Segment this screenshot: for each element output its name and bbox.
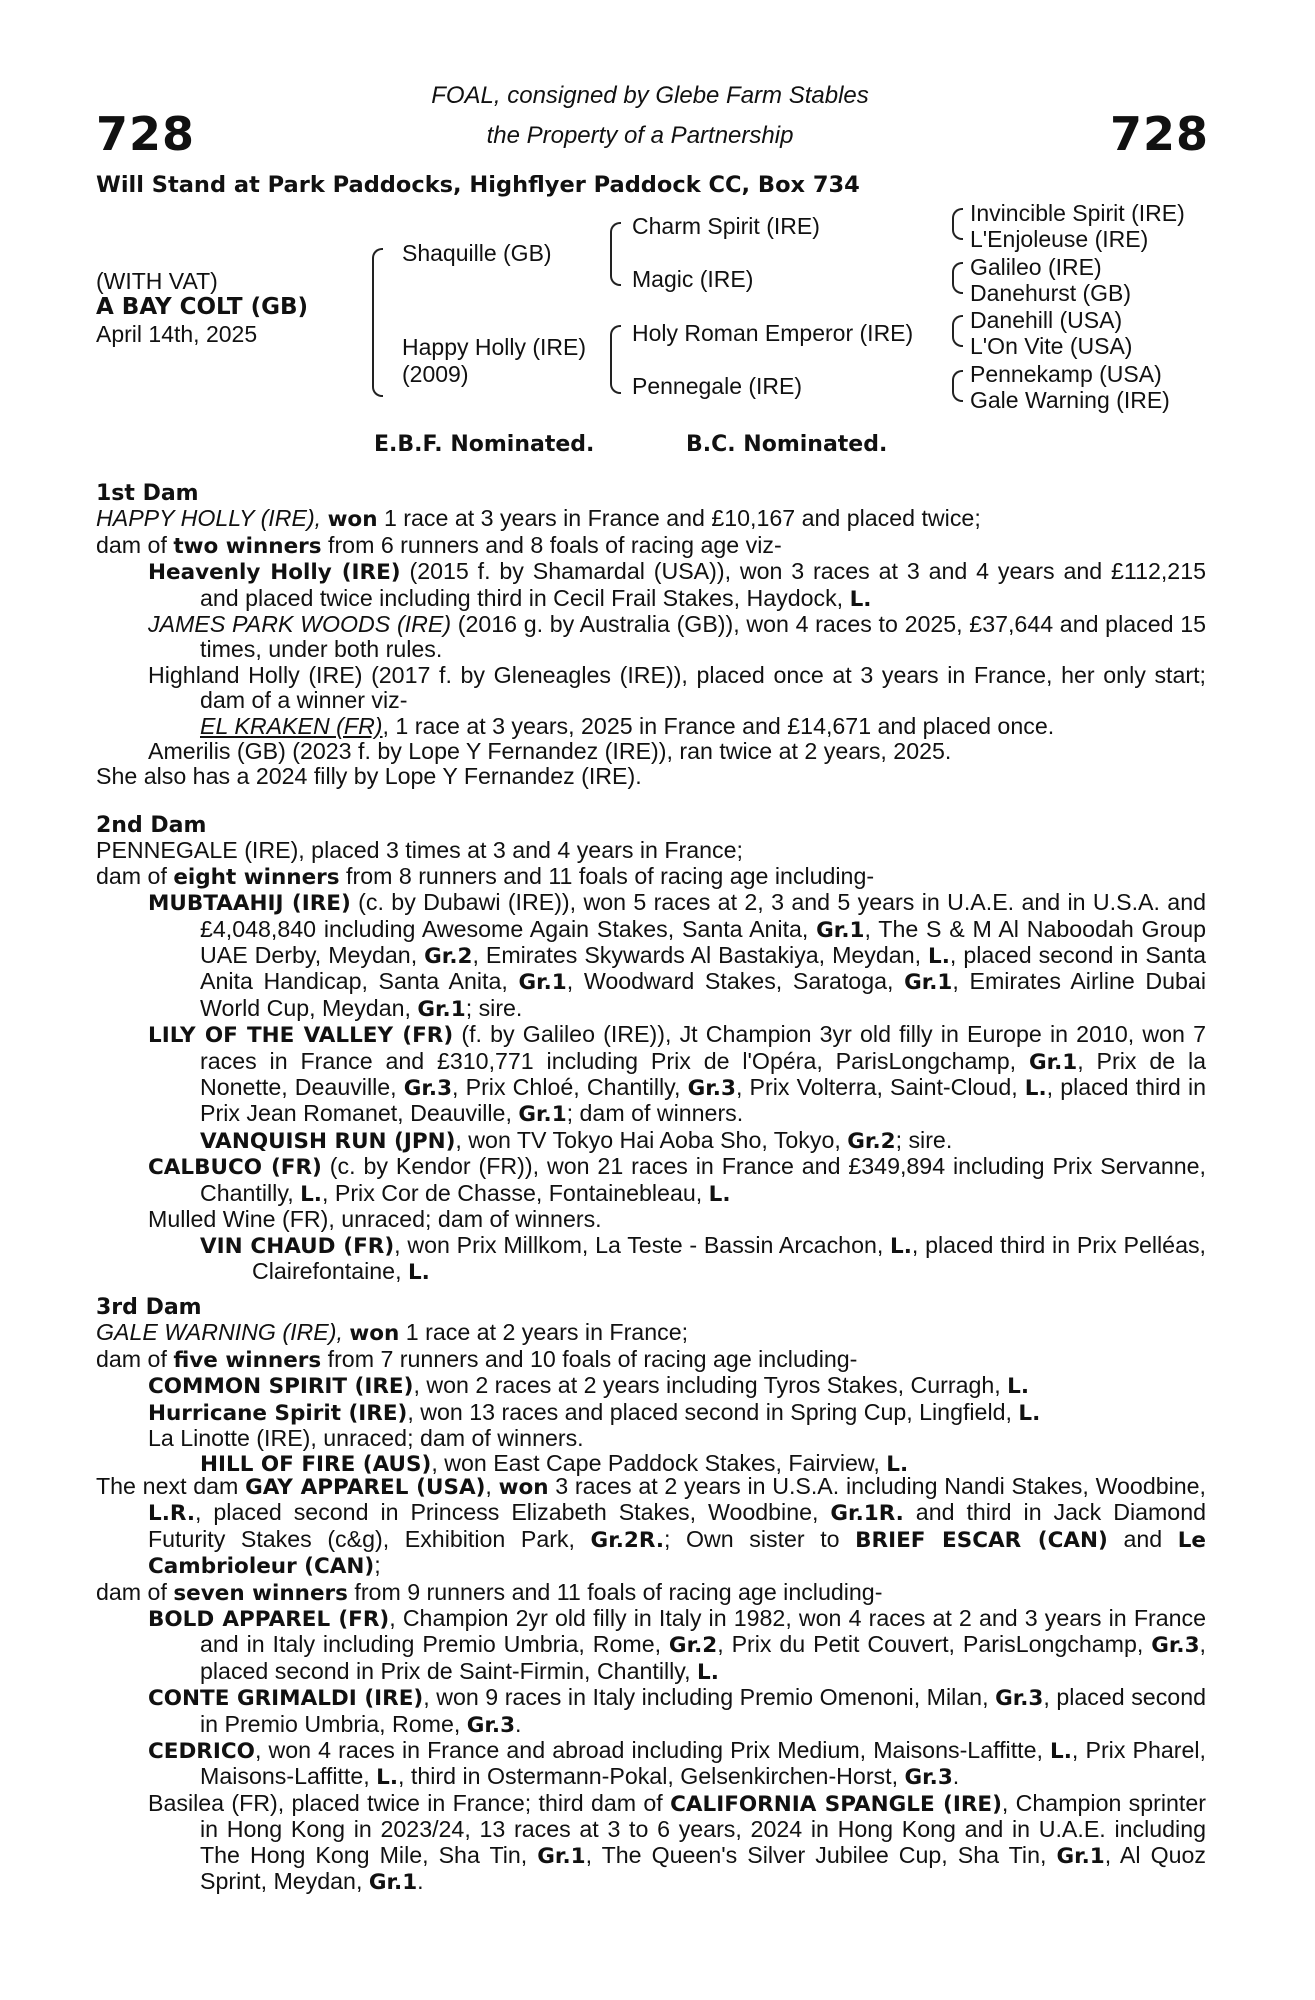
pedigree-sdd: Danehurst (GB) — [970, 280, 1132, 306]
produce-hurricane-spirit: Hurricane Spirit (IRE), won 13 races and placed second in Spring Cup, Lingfield, L. — [148, 1398, 1041, 1426]
pedigree-sire-dam: Magic (IRE) — [632, 266, 754, 292]
pedigree-dam-sire: Holy Roman Emperor (IRE) — [632, 320, 914, 346]
first-dam-section — [96, 480, 1206, 790]
pedigree-sire-sire: Charm Spirit (IRE) — [632, 213, 820, 239]
pedigree-sire: Shaquille (GB) — [402, 240, 552, 266]
pedigree-brace-sire — [610, 222, 621, 286]
next-dam-section — [96, 1474, 1206, 1896]
pedigree-brace-dam — [610, 325, 621, 394]
pedigree-dam-dam: Pennegale (IRE) — [632, 373, 803, 399]
produce-bold-apparel: BOLD APPAREL (FR), Champion 2yr old filly in Italy in 1982, won 4 races at 2 and 3 years in France and in Italy including Premio Umbria, Rome, Gr.2, Prix du Petit Couvert, ParisLongchamp, Gr.3, placed second in Prix de Saint-Firmin, Chantilly, L. — [148, 1605, 1206, 1685]
second-dam-line1: PENNEGALE (IRE), placed 3 times at 3 and 4 years in France; — [96, 837, 743, 864]
pedigree-dds: Pennekamp (USA) — [970, 361, 1162, 387]
produce-lily-of-the-valley: LILY OF THE VALLEY (FR) (f. by Galileo (IRE)), Jt Champion 3yr old filly in Europe in 2010, won 7 races in France and £310,771 including Prix de l'Opéra, ParisLongchamp, Gr.1, Prix de la Nonette, Deauville, Gr.3, Prix Chloé, Chantilly, Gr.3, Prix Volterra, Saint-Cloud, L., placed third in Prix Jean Romanet, Deauville, Gr.1; dam of winners. — [148, 1021, 1206, 1128]
owner-line: the Property of a Partnership — [486, 122, 794, 149]
next-dam-line2: dam of seven winners from 9 runners and 11 foals of racing age including- — [96, 1578, 883, 1606]
produce-mubtaahij: MUBTAAHIJ (IRE) (c. by Dubawi (IRE)), won 5 races at 2, 3 and 5 years in U.A.E. and in U.S.A. and £4,048,840 including Awesome Again Stakes, Santa Anita, Gr.1, The S & M Al Naboodah Group UAE Derby, Meydan, Gr.2, Emirates Skywards Al Bastakiya, Meydan, L., placed second in Santa Anita Handicap, Santa Anita, Gr.1, Woodward Stakes, Saratoga, Gr.1, Emirates Airline Dubai World Cup, Meydan, Gr.1; sire. — [148, 889, 1207, 1022]
third-dam-line2: dam of five winners from 7 runners and 10 foals of racing age including- — [96, 1345, 858, 1373]
produce-mulled-wine: Mulled Wine (FR), unraced; dam of winners. — [148, 1206, 602, 1233]
third-dam-line1: GALE WARNING (IRE), won 1 race at 2 years in France; — [96, 1319, 689, 1347]
produce-la-linotte: La Linotte (IRE), unraced; dam of winners. — [148, 1425, 584, 1452]
produce-vin-chaud: VIN CHAUD (FR), won Prix Millkom, La Teste - Bassin Arcachon, L., placed third in Prix Pelléas, Clairefontaine, L. — [200, 1231, 1207, 1285]
pedigree-brace-dd — [952, 370, 963, 402]
produce-basilea: Basilea (FR), placed twice in France; third dam of CALIFORNIA SPANGLE (IRE), Champion sprinter in Hong Kong in 2023/24, 13 races at 3 to 6 years, 2024 in Hong Kong and in U.A.E. including The Hong Kong Mile, Sha Tin, Gr.1, The Queen's Silver Jubilee Cup, Sha Tin, Gr.1, Al Quoz Sprint, Meydan, Gr.1. — [148, 1789, 1206, 1896]
produce-common-spirit: COMMON SPIRIT (IRE), won 2 races at 2 years including Tyros Stakes, Curragh, L. — [148, 1372, 1030, 1400]
lot-number-left: 728 — [96, 107, 196, 161]
pedigree-dsd: L'On Vite (USA) — [970, 333, 1133, 359]
produce-amerilis: Amerilis (GB) (2023 f. by Lope Y Fernandez (IRE)), ran twice at 2 years, 2025. — [148, 738, 952, 765]
second-dam-section — [96, 812, 1206, 1285]
produce-james-park-woods: JAMES PARK WOODS (IRE) (2016 g. by Australia (GB)), won 4 races to 2025, £37,644 and placed 15 times, under both rules. — [148, 611, 1206, 663]
third-dam-heading: 3rd Dam — [96, 1295, 202, 1320]
pedigree-brace-sd — [952, 262, 963, 294]
produce-heavenly-holly: Heavenly Holly (IRE) (2015 f. by Shamardal (USA)), won 3 races at 3 and 4 years and £112,215 and placed twice including third in Cecil Frail Stakes, Haydock, L. — [148, 558, 1206, 612]
next-dam-paragraph: The next dam GAY APPAREL (USA), won 3 races at 2 years in U.S.A. including Nandi Stakes, Woodbine, L.R., placed second in Princess Elizabeth Stakes, Woodbine, Gr.1R. and third in Jack Diamond Futurity Stakes (c&g), Exhibition Park, Gr.2R.; Own sister to BRIEF ESCAR (CAN) and Le Cambrioleur (CAN); — [96, 1473, 1207, 1580]
produce-cedrico: CEDRICO, won 4 races in France and abroad including Prix Medium, Maisons-Laffitte, L., Prix Pharel, Maisons-Laffitte, L., third in Ostermann-Pokal, Gelsenkirchen-Horst, Gr.3. — [148, 1737, 1206, 1791]
pedigree-dss: Danehill (USA) — [970, 307, 1123, 333]
consignor-line: FOAL, consigned by Glebe Farm Stables — [431, 82, 869, 109]
first-dam-heading: 1st Dam — [96, 481, 199, 506]
third-dam-section — [96, 1294, 1206, 1478]
produce-hill-of-fire: HILL OF FIRE (AUS), won East Cape Paddock Stakes, Fairview, L. — [200, 1450, 909, 1478]
produce-calbuco: CALBUCO (FR) (c. by Kendor (FR)), won 21 races in France and £349,894 including Prix Servanne, Chantilly, L., Prix Cor de Chasse, Fontainebleau, L. — [148, 1153, 1206, 1207]
pedigree-brace-main — [372, 248, 383, 397]
pedigree-ddd: Gale Warning (IRE) — [970, 387, 1170, 413]
pedigree-dam-year: (2009) — [402, 361, 469, 387]
produce-el-kraken: EL KRAKEN (FR), 1 race at 3 years, 2025 in France and £14,671 and placed once. — [200, 712, 1055, 739]
first-dam-line1: HAPPY HOLLY (IRE), won 1 race at 3 years in France and £10,167 and placed twice; — [96, 505, 981, 533]
produce-2024-filly: She also has a 2024 filly by Lope Y Fernandez (IRE). — [96, 763, 642, 790]
second-dam-line2: dam of eight winners from 8 runners and 11 foals of racing age including- — [96, 862, 875, 890]
produce-conte-grimaldi: CONTE GRIMALDI (IRE), won 9 races in Italy including Premio Omenoni, Milan, Gr.3, placed second in Premio Umbria, Rome, Gr.3. — [148, 1684, 1206, 1738]
pedigree-brace-ss — [952, 208, 963, 240]
pedigree-brace-ds — [952, 315, 963, 347]
pedigree-sss: Invincible Spirit (IRE) — [970, 200, 1185, 226]
produce-vanquish-run: VANQUISH RUN (JPN), won TV Tokyo Hai Aoba Sho, Tokyo, Gr.2; sire. — [200, 1126, 953, 1154]
pedigree-sds: Galileo (IRE) — [970, 254, 1102, 280]
foaling-date: April 14th, 2025 — [96, 321, 258, 347]
pedigree-dam: Happy Holly (IRE) — [402, 334, 587, 360]
horse-name: A BAY COLT (GB) — [96, 294, 309, 320]
pedigree-ssd: L'Enjoleuse (IRE) — [970, 226, 1149, 252]
first-dam-line2: dam of two winners from 6 runners and 8 foals of racing age viz- — [96, 531, 782, 559]
second-dam-heading: 2nd Dam — [96, 813, 207, 838]
bc-nomination: B.C. Nominated. — [686, 432, 888, 457]
produce-highland-holly: Highland Holly (IRE) (2017 f. by Gleneagles (IRE)), placed once at 3 years in France, her only start; dam of a winner viz- — [148, 661, 1206, 714]
stand-line: Will Stand at Park Paddocks, Highflyer Paddock CC, Box 734 — [96, 172, 860, 198]
ebf-nomination: E.B.F. Nominated. — [374, 432, 595, 457]
lot-number-right: 728 — [1110, 107, 1210, 161]
vat-label: (WITH VAT) — [96, 268, 218, 294]
